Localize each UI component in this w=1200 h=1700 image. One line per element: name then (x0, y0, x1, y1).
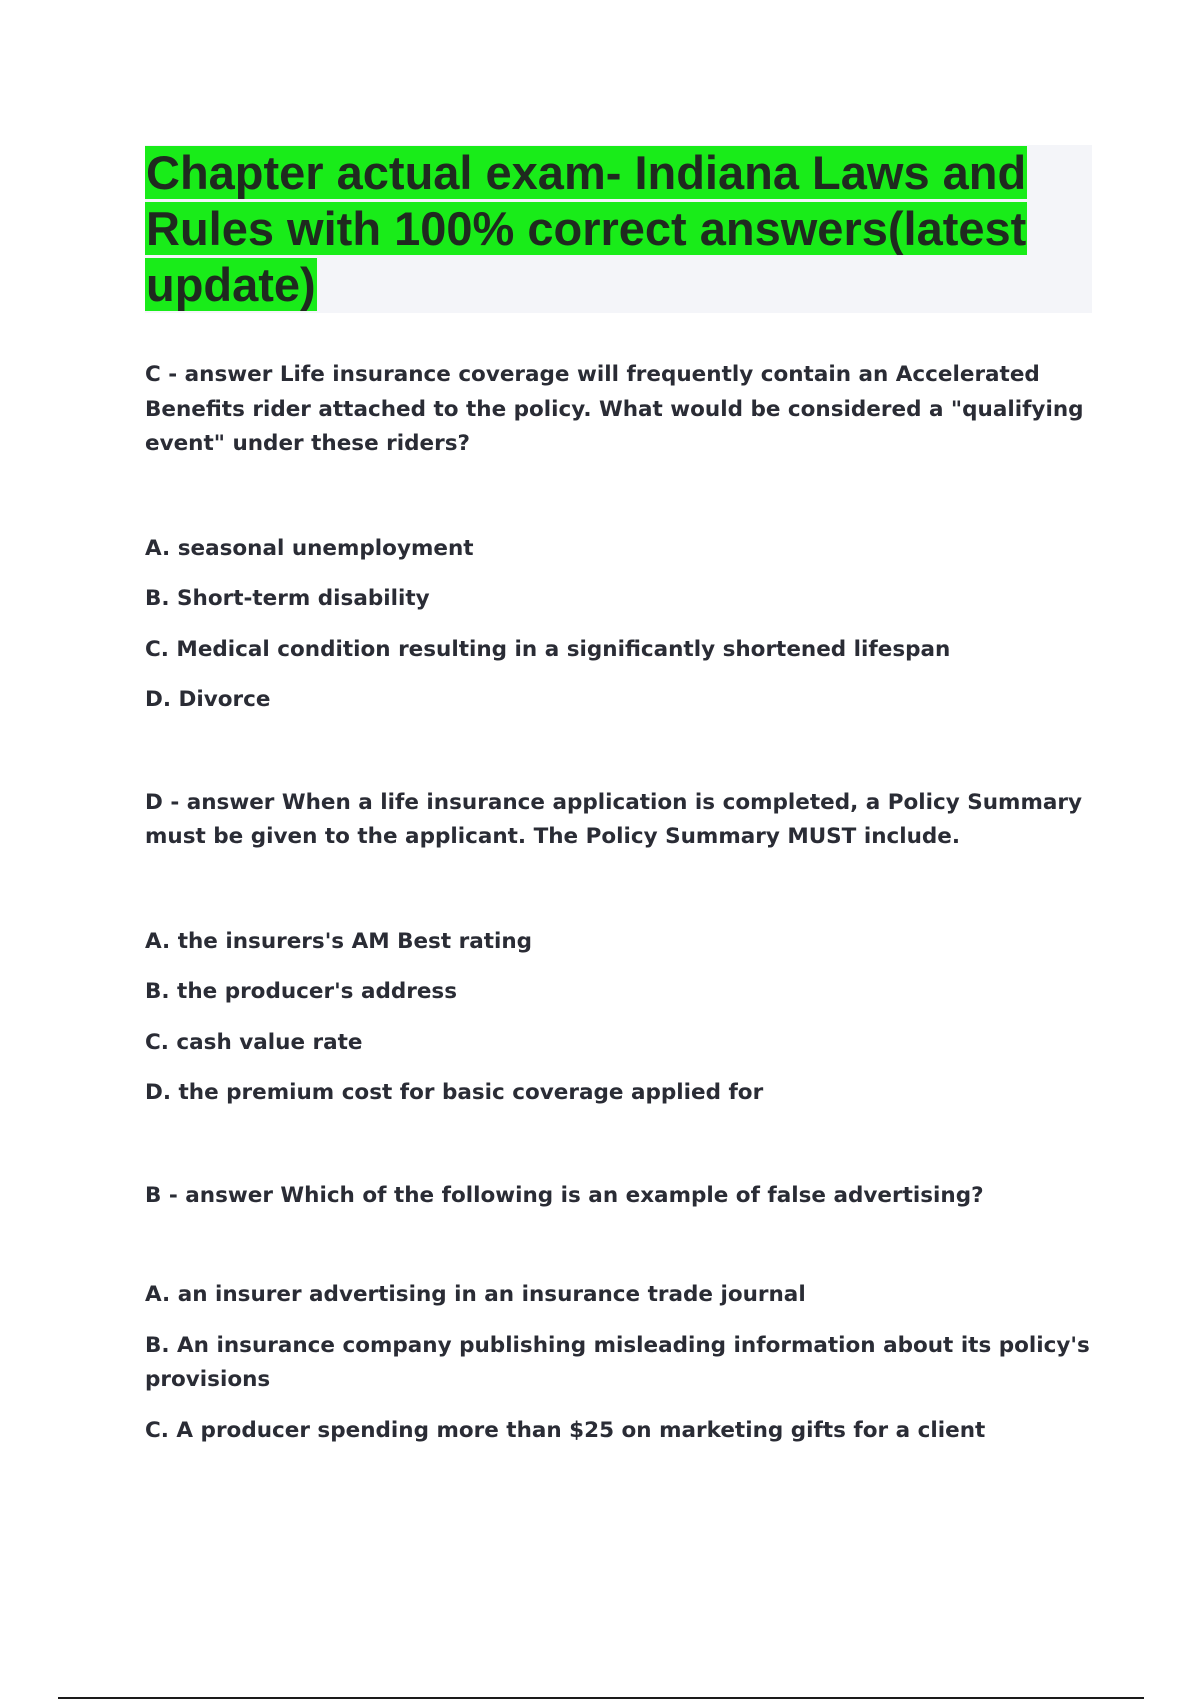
answer-option: C. cash value rate (145, 1029, 363, 1055)
question-prompt: C - answer Life insurance coverage will frequently contain an Accelerated Benefits rider attached to the policy. What would be considered a "qualifying event" under these riders? (145, 362, 1084, 456)
document-title (145, 145, 1065, 313)
answer-option: A. seasonal unemployment (145, 535, 474, 561)
answer-option: B. Short-term disability (145, 586, 430, 611)
title-highlight: Chapter actual exam- Indiana Laws and Rules with 100% correct answers(latest update) (146, 146, 1027, 311)
question-block (145, 786, 1095, 1111)
question-block (145, 1179, 1095, 1449)
answer-option: D. Divorce (145, 687, 271, 712)
answer-option: A. an insurer advertising in an insurance trade journal (145, 1282, 806, 1307)
question-block (145, 358, 1095, 718)
answer-option: B. the producer's address (145, 979, 458, 1004)
answer-option: C. A producer spending more than $25 on marketing gifts for a client (145, 1417, 986, 1443)
page-bottom-rule (58, 1697, 1144, 1699)
document-body (145, 358, 1095, 1516)
question-prompt: B - answer Which of the following is an example of false advertising? (145, 1182, 984, 1208)
answer-option: C. Medical condition resulting in a significantly shortened lifespan (145, 636, 951, 662)
answer-option: B. An insurance company publishing misleading information about its policy's provisions (145, 1332, 1090, 1392)
title-block (145, 145, 1092, 313)
answer-option: D. the premium cost for basic coverage applied for (145, 1080, 764, 1105)
question-prompt: D - answer When a life insurance application is completed, a Policy Summary must be given to the applicant. The Policy Summary MUST include. (145, 789, 1082, 849)
answer-option: A. the insurers's AM Best rating (145, 928, 533, 954)
